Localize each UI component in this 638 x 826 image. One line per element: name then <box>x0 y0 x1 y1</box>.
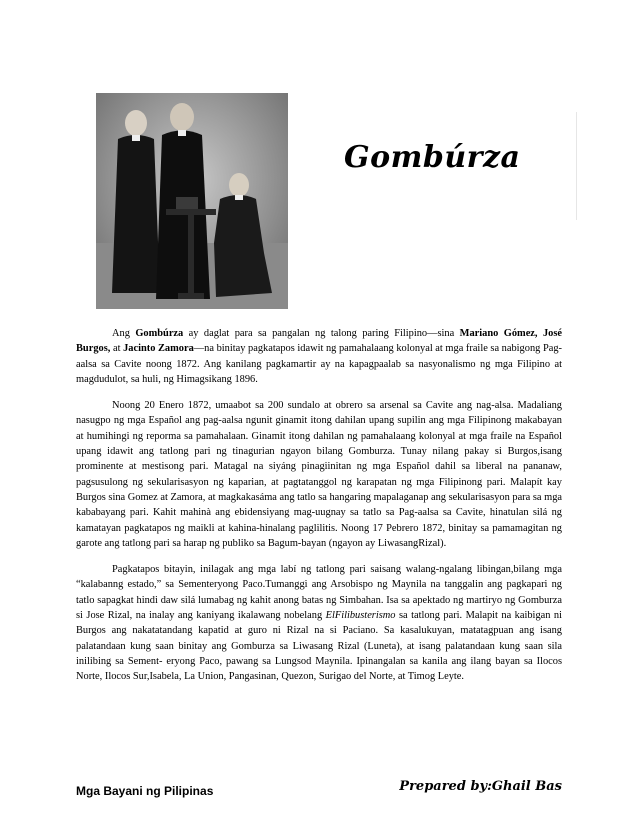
paragraph-2-run: Noong 20 Enero 1872, umaabot sa 200 sundalo at obrero sa arsenal sa Cavite ang nag-alsa. Madaliang nasugpo ng mga Español ang pag-aalsa ngunit ginamit itong dahilan upang supilin ang mga Filipinong makabayan at humihingi ng reporma sa pamahalaan. Ginamit itong dahilan ng pamahalaang kolonyal at mga fraile na Español upang idawit ang tatlong pari ng tinagurian ngayon bilang Gomburza. Tunay nilang pakay si Burgos,isang prominente at mestisong pari. Matagal na siyáng pinagiinitan ng mga Español dahil sa liberal na pananaw, pagsusulong ng sekularisasyon ng kaparian, at pagtatanggol ng karapatan ng mga Filipinong pari. Malapít kay Burgos sina Gomez at Zamora, at magkakasáma ang tatlo sa hangaring mapalaganap ang sekularisasyon para sa mga kababayang pari. Kahit mahinà ang ebidensiyang mag-uugnay sa tatlo sa Pag-aalsa sa Cavite, hinatulan silá ng kamatayan pagkatapos ng maikli at kahina-hinalang paglilitis. Noong 17 Pebrero 1872, binitay sa pamamagitan ng garote ang tatlong pari sa harap ng publiko sa Bagum-bayan (ngayon ay LiwasangRizal). <box>76 400 562 549</box>
paragraph-1-run: Ang <box>112 328 136 339</box>
paragraph-1-run: Mariano Gómez, José Burgos, <box>76 328 562 355</box>
paragraph-1-run: Jacinto Zamora <box>123 343 194 355</box>
footer-series-title: Mga Bayani ng Pilipinas <box>76 784 214 798</box>
article-body <box>76 326 562 696</box>
paragraph-3 <box>76 562 562 684</box>
paragraph-3-run: sa tatlong pari. Malapit na kaibigan ni Burgos ang nakatatandang kapatid at guro ni Rizal na si Paciano. Sa kasalukuyan, matatagpuan ang isang palatandaan kung saan binitay ang Gomburza sa Liwasang Rizal (Luneta), at isang palatandaan kung saan sila inilibing sa Sement- eryong Paco, pawang sa Lungsod Maynila. Ipinangalan sa kanila ang ilang bayan sa Ilocos Norte, Ilocos Sur,Isabela, La Union, Pangasinan, Quezon, Surigao del Norte, at Timog Leyte. <box>76 610 562 683</box>
paragraph-1-run: Gombúrza <box>135 328 184 339</box>
paragraph-2 <box>76 398 562 551</box>
paragraph-3-run: ElFilibusterismo <box>325 610 396 622</box>
paragraph-1 <box>76 326 562 387</box>
gomburza-photo <box>96 93 288 309</box>
page-title: Gombúrza <box>344 140 521 175</box>
paragraph-1-run: at <box>110 343 124 355</box>
photo-illustration <box>96 93 288 309</box>
title-block <box>288 112 577 220</box>
footer-author-credit: Prepared by:Ghail Bas <box>399 779 562 794</box>
paragraph-3-run: Pagkatapos bitayin, inilagak ang mga labí ng tatlong pari saisang walang-ngalang libingan,bilang mga “kalabanng estado,” sa Sementeryong Paco.Tumanggi ang Arsobispo ng Maynila na tanggalin ang pagkapari ng tatlo sapagkat hindi daw silá lumabag ng kahit anong batas ng Simbahan. Isa sa apektado ng martiryo ng Gomburza si Jose Rizal, na inalay ang kaniyang ikalawang nobelang <box>76 564 562 622</box>
paragraph-1-run: ay daglat para sa pangalan ng talong paring Filipino—sina <box>183 328 460 339</box>
paragraph-1-run: —na binitay pagkatapos idawit ng pamahalaang kolonyal at mga fraile sa nabigong Pag-aalsa sa Cavite noong 1872. Ang kanilang pagkamartir ay na kapagpaalab sa nasyonalismo ng mga Filipino at magdudulot, sa huli, ng Himagsikang 1896. <box>76 343 562 385</box>
